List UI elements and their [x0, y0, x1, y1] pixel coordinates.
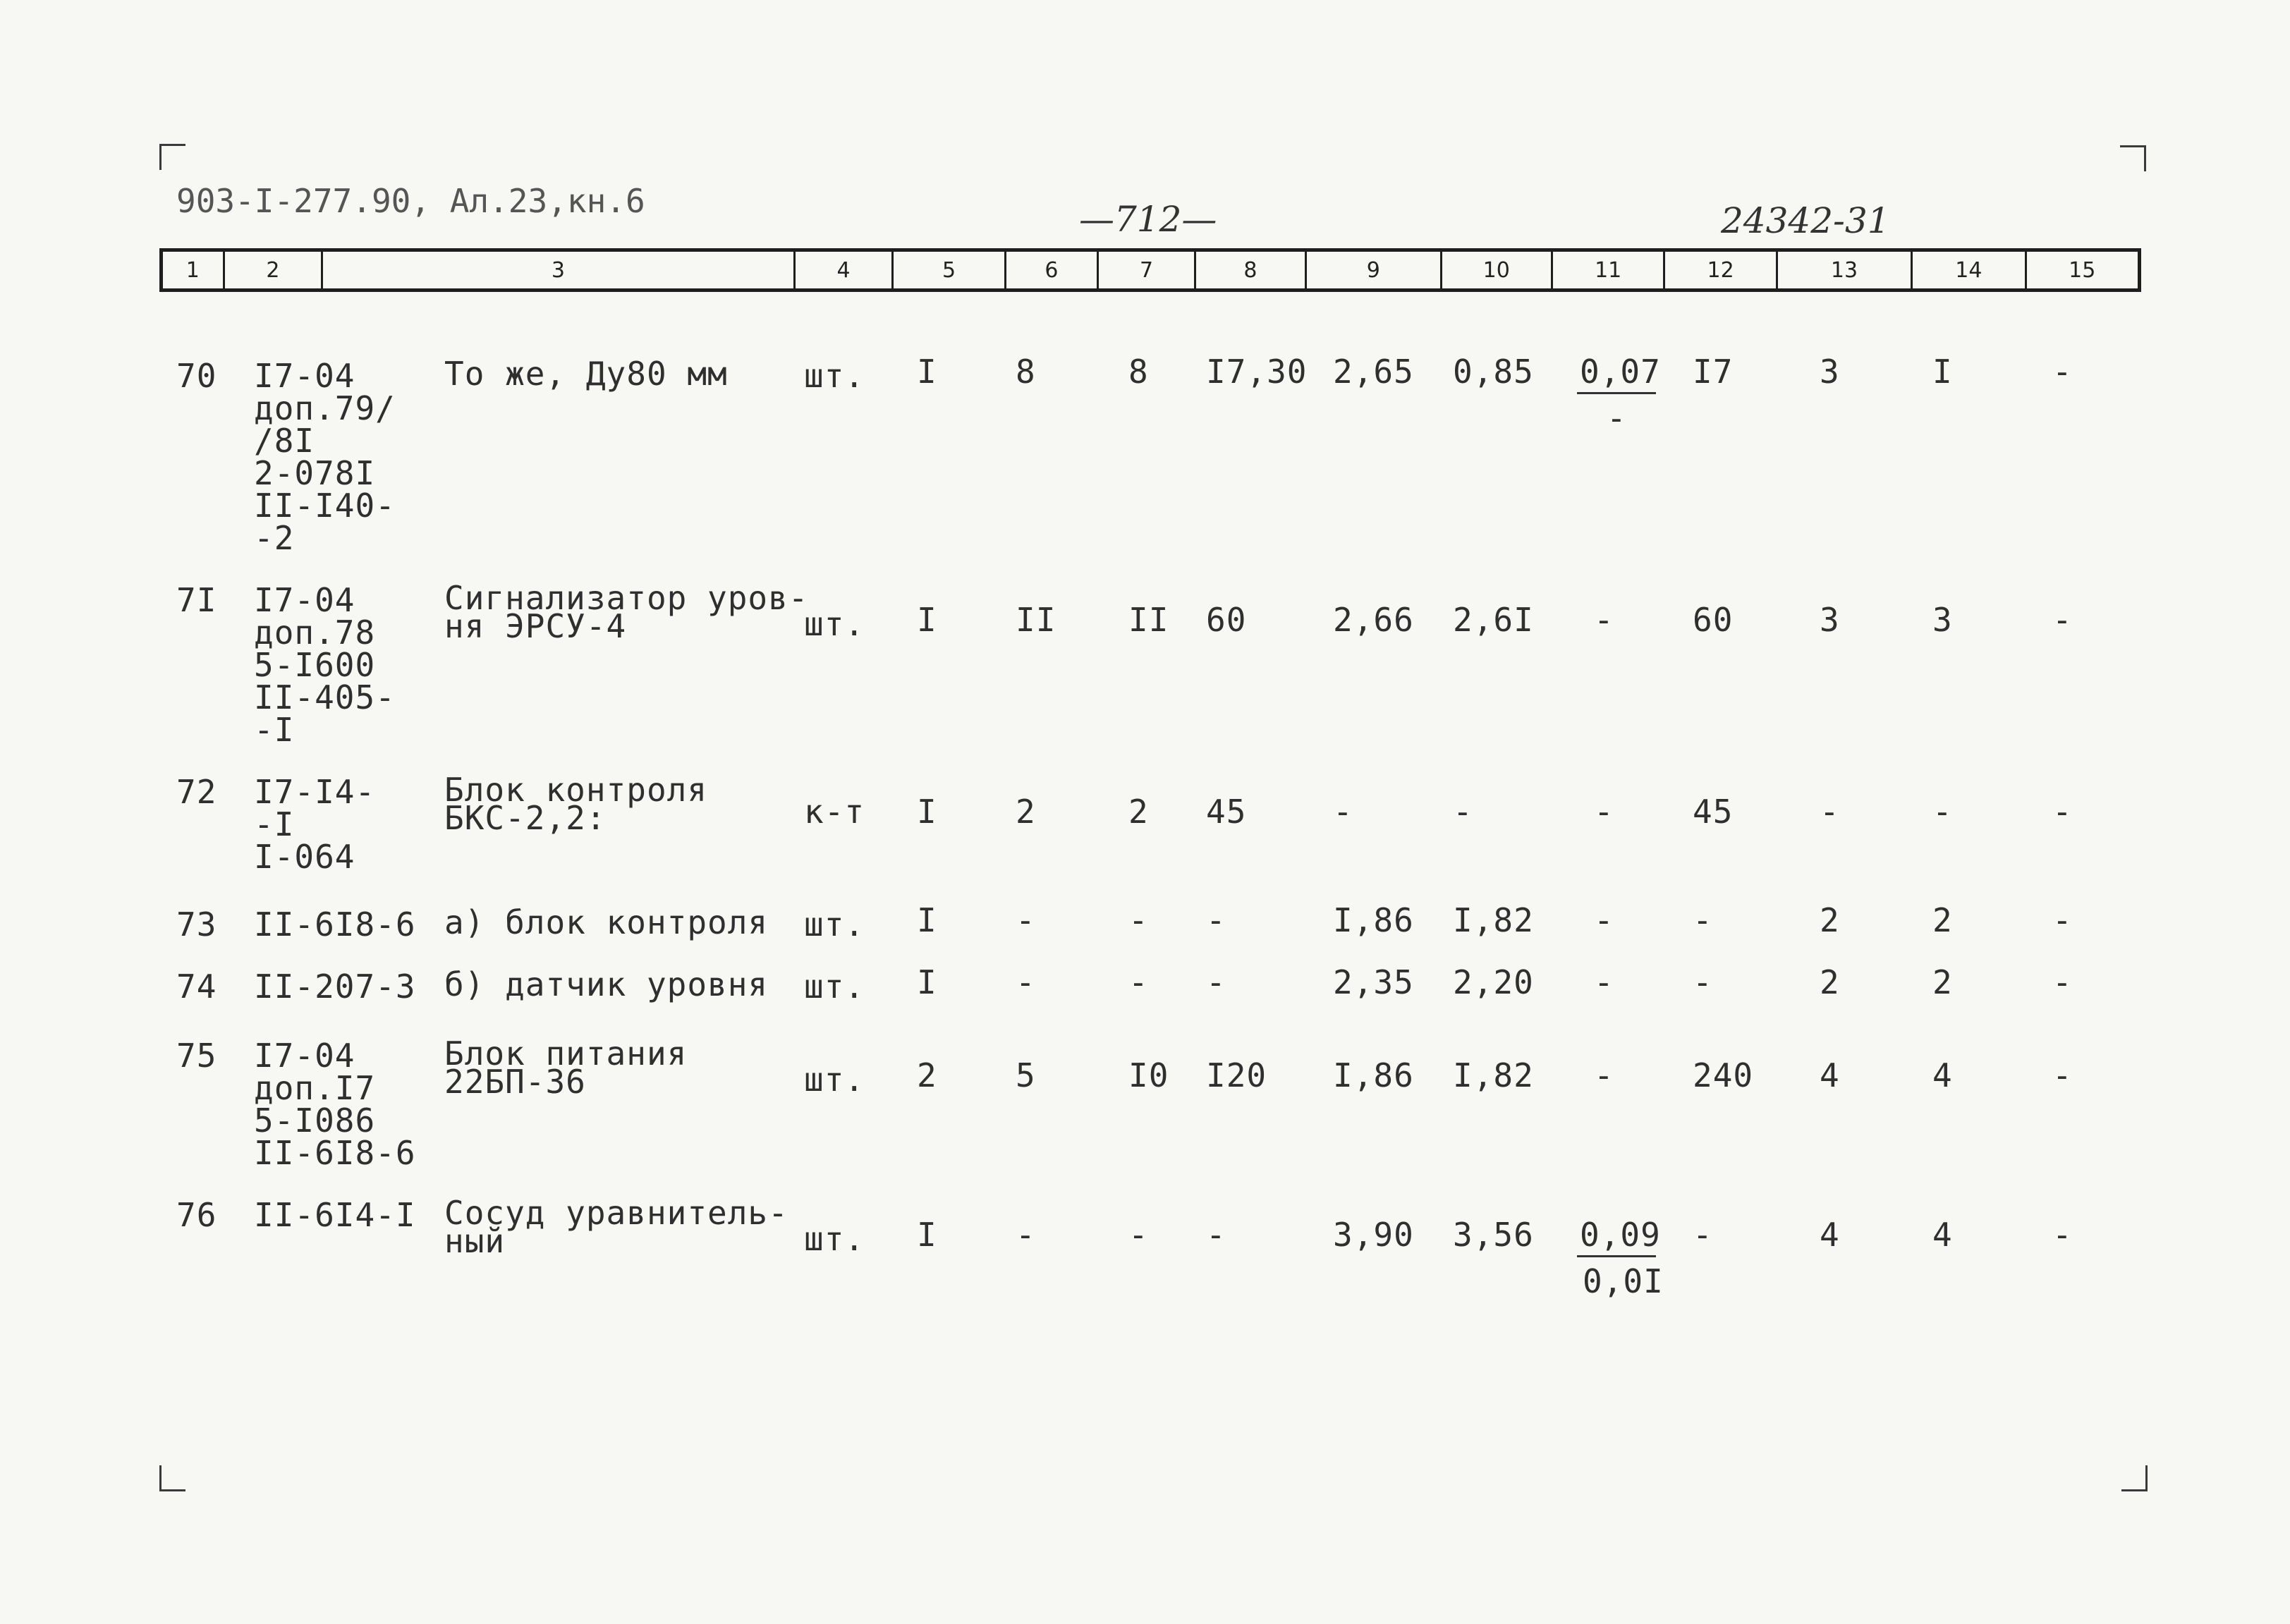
row-70-no: 70 [176, 357, 217, 395]
row-73-unit: шт. [804, 905, 865, 944]
row-74-c5: I [917, 963, 937, 1001]
column-header-7: 7 [1099, 252, 1196, 288]
row-72-unit: к-т [804, 793, 865, 831]
row-76-no: 76 [176, 1196, 217, 1234]
row-75-c8: I20 [1206, 1056, 1267, 1094]
row-74-c10: 2,20 [1453, 963, 1534, 1001]
row-74-unit: шт. [804, 967, 865, 1006]
column-header-row [159, 248, 2141, 292]
corner-mark-top-left [159, 144, 185, 170]
row-72-c11_top: - [1594, 793, 1614, 831]
row-73-c10: I,82 [1453, 901, 1534, 939]
row-70-c13: 3 [1820, 353, 1840, 391]
row-76-c9: 3,90 [1333, 1216, 1414, 1254]
row-72-c10: - [1453, 793, 1473, 831]
row-7I-c14: 3 [1932, 601, 1953, 639]
row-7I-no: 7I [176, 581, 217, 619]
row-73-c12: - [1693, 901, 1713, 939]
column-header-2: 2 [225, 252, 324, 288]
row-7I-c7: II [1128, 601, 1169, 639]
column-header-14: 14 [1913, 252, 2026, 288]
row-70-c11_top: 0,07 [1580, 353, 1661, 391]
column-header-15: 15 [2069, 257, 2096, 283]
row-75-name: Блок питания 22БП-36 [444, 1034, 688, 1101]
row-75-unit: шт. [804, 1061, 865, 1099]
row-73-c11_top: - [1594, 901, 1614, 939]
corner-mark-bottom-left [159, 1465, 185, 1491]
row-74-c8: - [1206, 963, 1226, 1001]
row-7I-c11_top: - [1594, 601, 1614, 639]
column-header-3: 3 [323, 252, 796, 288]
column-header-4: 4 [796, 252, 894, 288]
column-header-10: 10 [1442, 252, 1553, 288]
row-70-c8: I7,30 [1206, 353, 1308, 391]
row-74-c13: 2 [1820, 963, 1840, 1001]
column-header-1: 1 [163, 252, 225, 288]
corner-mark-bottom-right [2121, 1465, 2148, 1491]
row-76-unit: шт. [804, 1220, 865, 1258]
row-70-c9: 2,65 [1333, 353, 1414, 391]
row-75-code: I7-04 доп.I7 5-I086 II-6I8-6 [254, 1037, 416, 1172]
row-7I-name: Сигнализатор уров- ня ЭРСУ-4 [444, 579, 809, 645]
row-7I-code: I7-04 доп.78 5-I600 II-405- -I [254, 581, 396, 749]
row-75-no: 75 [176, 1037, 217, 1075]
row-70-name: То же, Ду80 мм [444, 355, 728, 393]
row-75-c14: 4 [1932, 1056, 1953, 1094]
row-76-c15: - [2052, 1216, 2073, 1254]
row-74-name: б) датчик уровня [444, 965, 769, 1003]
row-70-c5: I [917, 353, 937, 391]
row-74-code: II-207-3 [254, 967, 416, 1006]
row-7I-c12: 60 [1693, 601, 1734, 639]
column-header-13: 13 [1778, 252, 1913, 288]
column-header-9: 9 [1307, 252, 1442, 288]
column-header-11: 11 [1553, 252, 1665, 288]
row-7I-c6: II [1016, 601, 1056, 639]
row-75-c11_top: - [1594, 1056, 1614, 1094]
row-72-c5: I [917, 793, 937, 831]
row-72-name: Блок контроля БКС-2,2: [444, 771, 708, 837]
document-code: 903-I-277.90, Ал.23,кн.6 [176, 182, 645, 220]
row-72-c8: 45 [1206, 793, 1247, 831]
row-72-c12: 45 [1693, 793, 1734, 831]
row-76-c13: 4 [1820, 1216, 1840, 1254]
column-header-12: 12 [1665, 252, 1777, 288]
row-72-c13: - [1820, 793, 1840, 831]
row-70-unit: шт. [804, 357, 865, 395]
row-76-c14: 4 [1932, 1216, 1953, 1254]
row-7I-unit: шт. [804, 605, 865, 643]
column-header-8: 8 [1196, 252, 1307, 288]
column-header-5: 5 [894, 252, 1006, 288]
corner-mark-top-right [2120, 145, 2146, 171]
row-74-c14: 2 [1932, 963, 1953, 1001]
row-72-c14: - [1932, 793, 1953, 831]
row-70-c14: I [1932, 353, 1953, 391]
row-70-c10: 0,85 [1453, 353, 1534, 391]
row-73-c15: - [2052, 901, 2073, 939]
row-70-c11_bottom: - [1607, 399, 1627, 437]
row-7I-c13: 3 [1820, 601, 1840, 639]
row-72-c7: 2 [1128, 793, 1149, 831]
row-74-c6: - [1016, 963, 1036, 1001]
row-7I-c9: 2,66 [1333, 601, 1414, 639]
row-76-c12: - [1693, 1216, 1713, 1254]
row-72-c9: - [1333, 793, 1353, 831]
row-75-c10: I,82 [1453, 1056, 1534, 1094]
row-76-c11_top: 0,09 [1580, 1216, 1661, 1254]
row-72-code: I7-I4- -I I-064 [254, 773, 376, 876]
row-76-name: Сосуд уравнитель- ный [444, 1194, 788, 1260]
page-number: —712— [1079, 199, 1217, 240]
row-70-c7: 8 [1128, 353, 1149, 391]
row-74-no: 74 [176, 967, 217, 1006]
row-75-c13: 4 [1820, 1056, 1840, 1094]
row-70-c6: 8 [1016, 353, 1036, 391]
row-72-no: 72 [176, 773, 217, 811]
row-76-c7: - [1128, 1216, 1149, 1254]
row-70-c12: I7 [1693, 353, 1734, 391]
row-73-c9: I,86 [1333, 901, 1414, 939]
row-76-fraction-line [1577, 1255, 1656, 1257]
row-73-name: а) блок контроля [444, 903, 769, 941]
row-75-c15: - [2052, 1056, 2073, 1094]
row-74-c11_top: - [1594, 963, 1614, 1001]
row-73-c8: - [1206, 901, 1226, 939]
row-75-c12: 240 [1693, 1056, 1754, 1094]
row-75-c6: 5 [1016, 1056, 1036, 1094]
row-76-c10: 3,56 [1453, 1216, 1534, 1254]
row-75-c7: I0 [1128, 1056, 1169, 1094]
row-74-c9: 2,35 [1333, 963, 1414, 1001]
row-72-c15: - [2052, 793, 2073, 831]
row-70-fraction-line [1577, 392, 1656, 394]
row-73-c5: I [917, 901, 937, 939]
column-header-6: 6 [1006, 252, 1100, 288]
row-7I-c10: 2,6I [1453, 601, 1534, 639]
row-73-code: II-6I8-6 [254, 905, 416, 944]
row-76-c8: - [1206, 1216, 1226, 1254]
row-75-c9: I,86 [1333, 1056, 1414, 1094]
row-72-c6: 2 [1016, 793, 1036, 831]
row-75-c5: 2 [917, 1056, 937, 1094]
sheet-number: 24342-31 [1721, 200, 1890, 241]
row-73-c13: 2 [1820, 901, 1840, 939]
row-73-c14: 2 [1932, 901, 1953, 939]
row-7I-c15: - [2052, 601, 2073, 639]
row-70-c15: - [2052, 353, 2073, 391]
row-7I-c5: I [917, 601, 937, 639]
row-76-c5: I [917, 1216, 937, 1254]
row-7I-c8: 60 [1206, 601, 1247, 639]
row-73-c6: - [1016, 901, 1036, 939]
row-74-c12: - [1693, 963, 1713, 1001]
row-73-no: 73 [176, 905, 217, 944]
row-70-code: I7-04 доп.79/ /8I 2-078I II-I40- -2 [254, 357, 396, 557]
row-73-c7: - [1128, 901, 1149, 939]
row-74-c15: - [2052, 963, 2073, 1001]
row-74-c7: - [1128, 963, 1149, 1001]
row-76-c6: - [1016, 1216, 1036, 1254]
row-76-c11_bottom: 0,0I [1583, 1262, 1664, 1300]
row-76-code: II-6I4-I [254, 1196, 416, 1234]
